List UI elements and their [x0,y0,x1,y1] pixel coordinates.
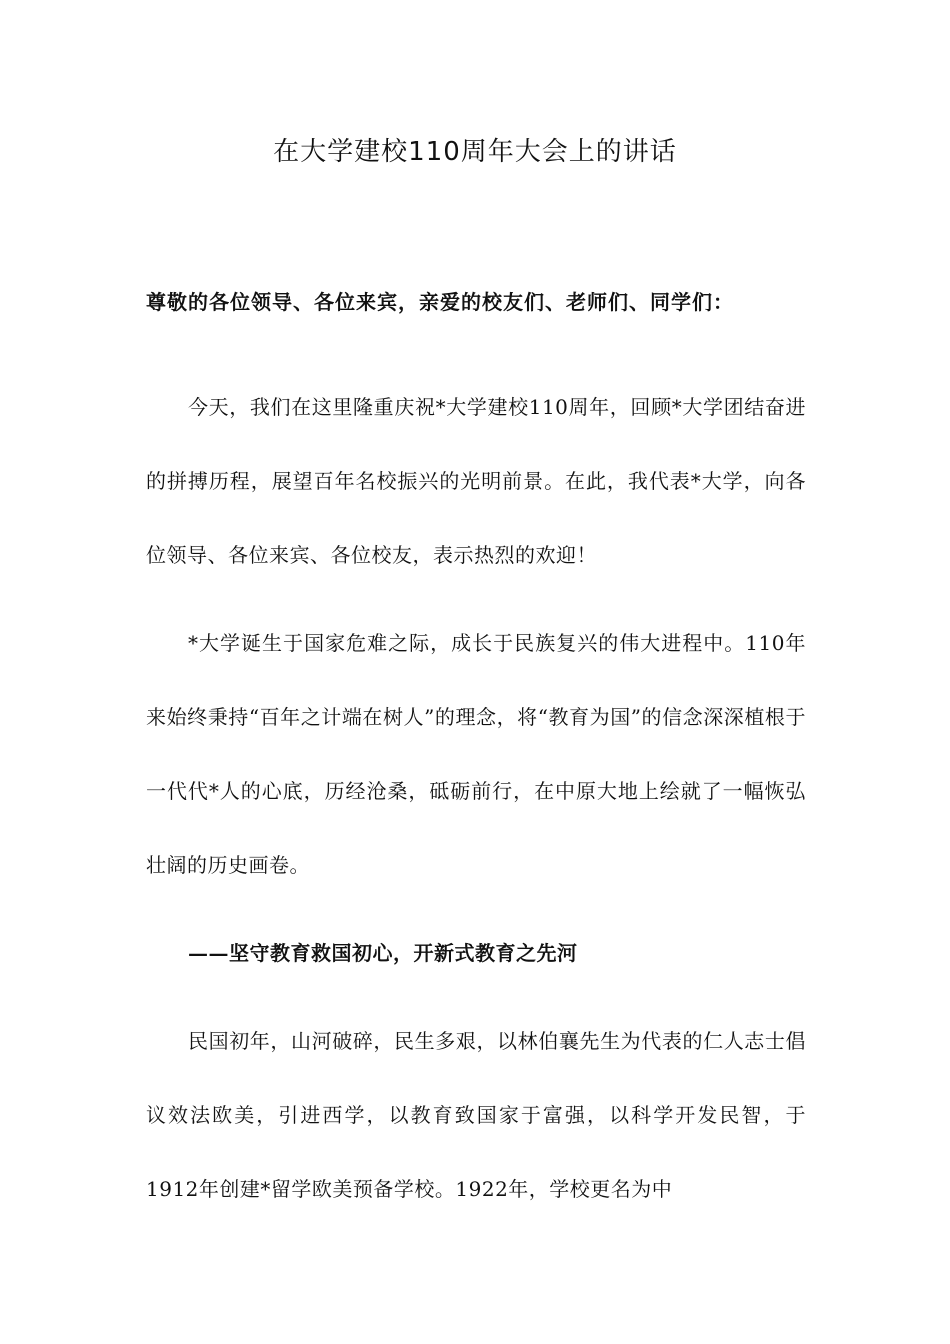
document-title: 在大学建校110周年大会上的讲话 [273,137,677,167]
paragraph-section: 民国初年，山河破碎，民生多艰，以林伯襄先生为代表的仁人志士倡议效法欧美，引进西学，以教育致国家于富强，以科学开发民智，于1912年创建*留学欧美预备学校。1922年，学校更名为中 [146,1029,806,1201]
salutation: 尊敬的各位领导、各位来宾，亲爱的校友们、老师们、同学们： [146,290,734,314]
section-heading: ——坚守教育救国初心，开新式教育之先河 [188,941,578,965]
paragraph-history: *大学诞生于国家危难之际，成长于民族复兴的伟大进程中。110年来始终秉持“百年之计端在树人”的理念，将“教育为国”的信念深深植根于一代代*人的心底，历经沧桑，砥砺前行，在中原大地上绘就了一幅恢弘壮阔的历史画卷。 [146,631,806,877]
document-body [146,282,806,1226]
paragraph-opening: 今天，我们在这里隆重庆祝*大学建校110周年，回顾*大学团结奋进的拼搏历程，展望百年名校振兴的光明前景。在此，我代表*大学，向各位领导、各位来宾、各位校友，表示热烈的欢迎！ [146,395,806,567]
